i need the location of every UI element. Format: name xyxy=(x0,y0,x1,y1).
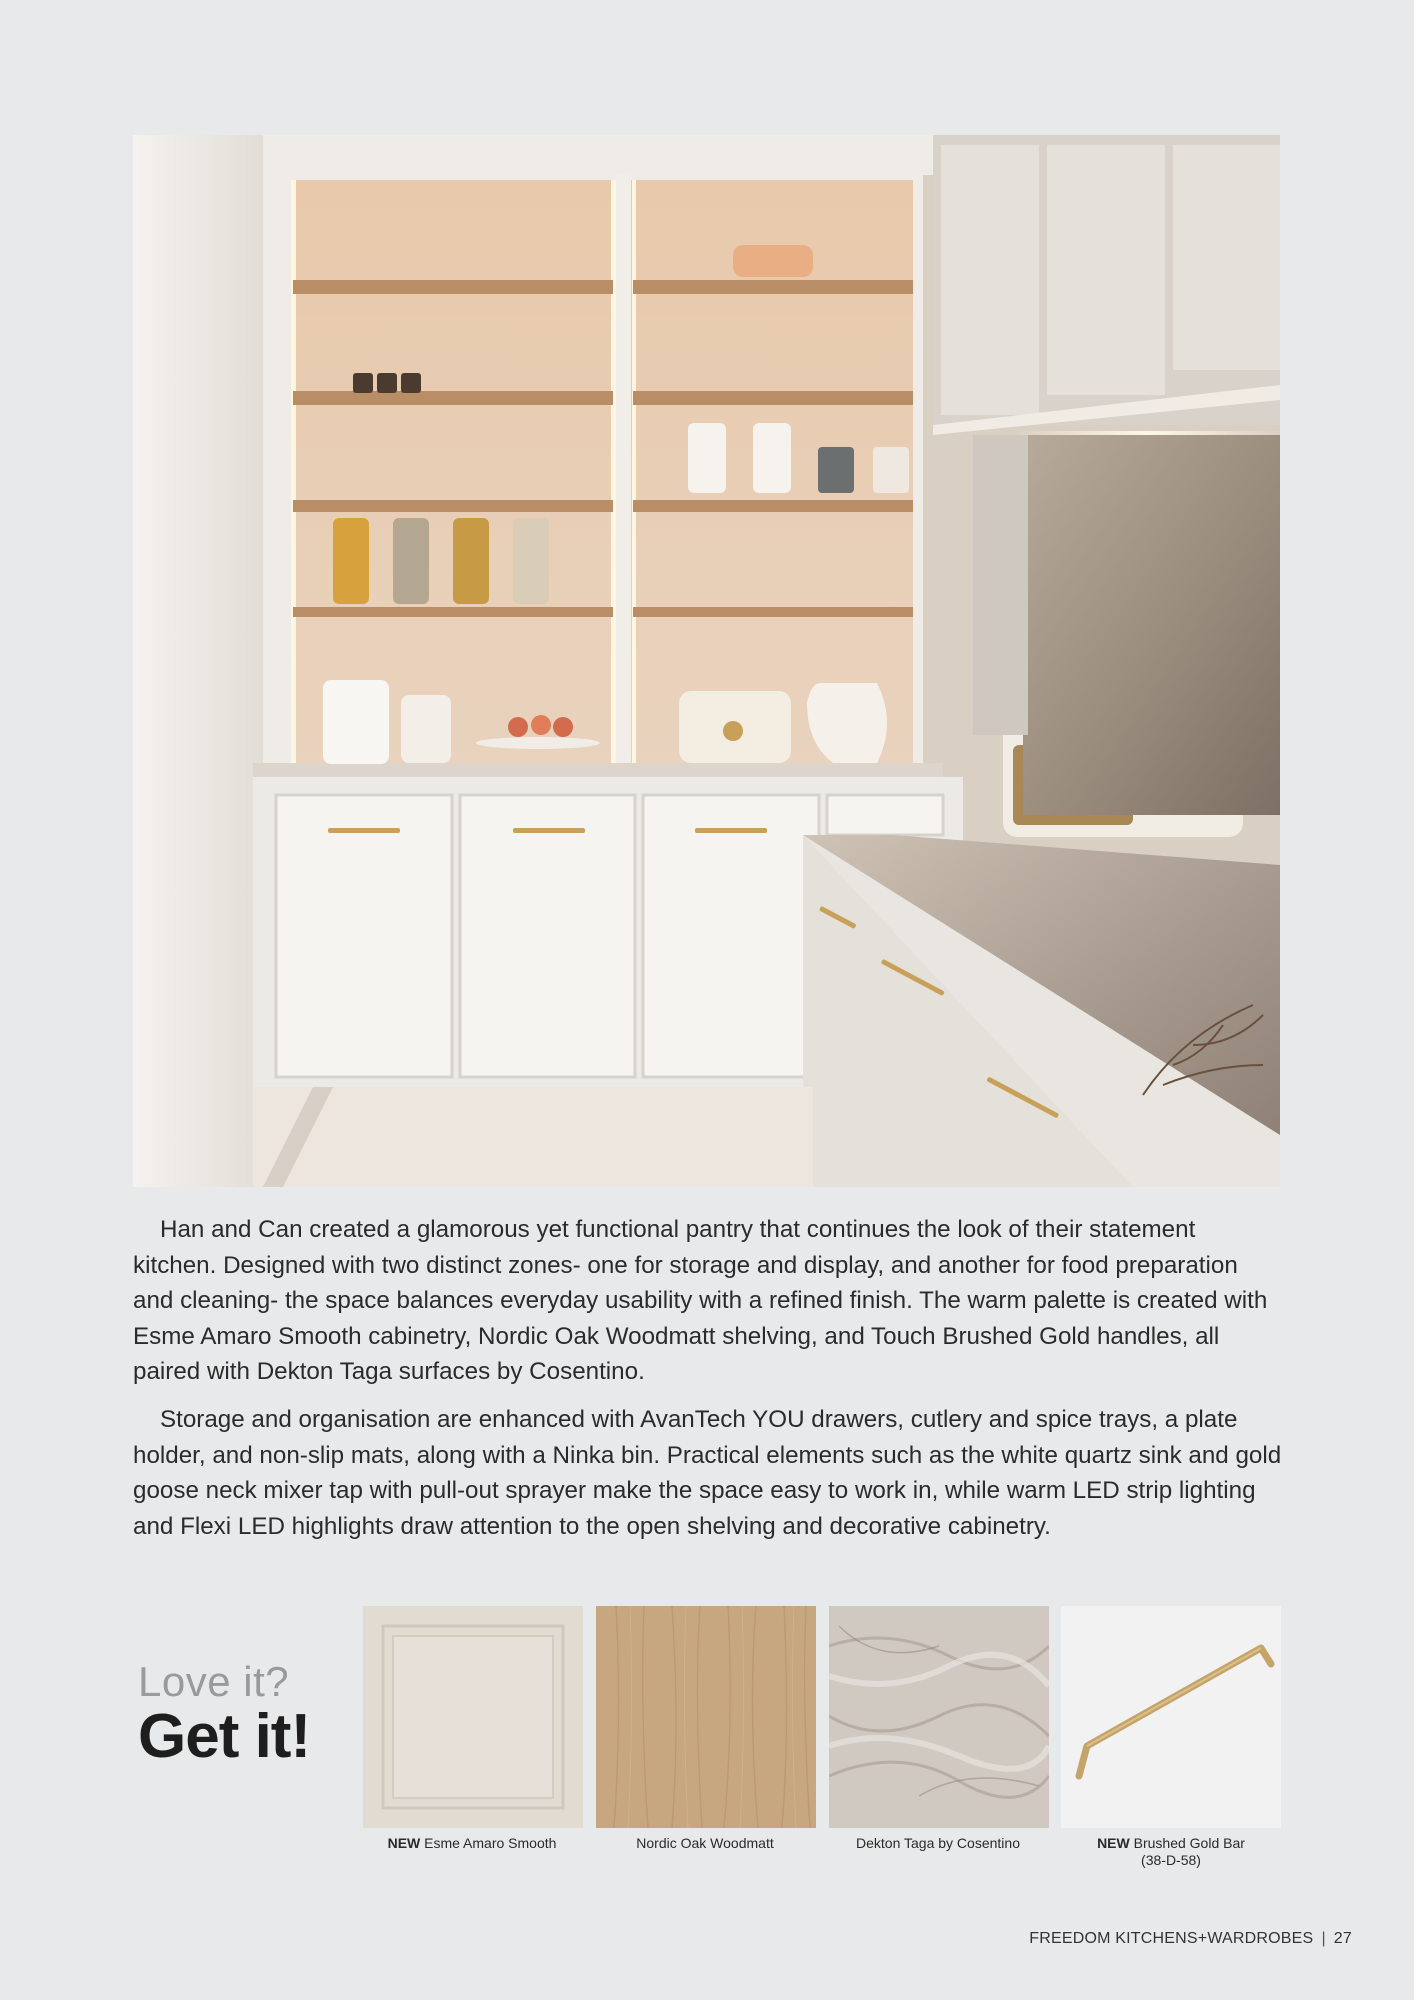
page-number: 27 xyxy=(1333,1930,1352,1947)
brand-name: FREEDOM KITCHENS+WARDROBES xyxy=(1029,1930,1314,1947)
swatch-label: Dekton Taga by Cosentino xyxy=(856,1835,1020,1851)
product-code: (38-D-58) xyxy=(1141,1852,1201,1868)
swatch-esme-amaro-smooth xyxy=(363,1606,583,1828)
cta-get-it: Get it! xyxy=(138,1702,311,1771)
swatch-caption xyxy=(585,1835,825,1852)
swatch-label: Esme Amaro Smooth xyxy=(424,1835,557,1851)
new-badge: NEW xyxy=(387,1835,421,1851)
swatch-caption xyxy=(352,1835,592,1852)
love-it-get-it xyxy=(138,1660,310,1770)
page-footer xyxy=(1029,1930,1352,1948)
swatch-brushed-gold-bar xyxy=(1061,1606,1281,1828)
article-body xyxy=(133,1212,1283,1556)
swatch-dekton-taga xyxy=(829,1606,1049,1828)
pantry-photo xyxy=(133,135,1280,1187)
new-badge: NEW xyxy=(1097,1835,1130,1851)
swatch-caption xyxy=(818,1835,1058,1852)
swatch-nordic-oak-woodmatt xyxy=(596,1606,816,1828)
swatch-label: Nordic Oak Woodmatt xyxy=(636,1835,774,1851)
swatch-label: Brushed Gold Bar xyxy=(1133,1835,1245,1851)
cta-love-it: Love it? xyxy=(138,1658,290,1705)
paragraph: Storage and organisation are enhanced with AvanTech YOU drawers, cutlery and spice trays, a plate holder, and non-slip mats, along with a Ninka bin. Practical elements such as the white quartz sink and gold goose neck mixer tap with pull-out sprayer make the space easy to work in, while warm LED strip lighting and Flexi LED highlights draw attention to the open shelving and decorative cabinetry. xyxy=(133,1405,1282,1540)
divider: | xyxy=(1321,1930,1326,1947)
swatch-caption xyxy=(1051,1835,1291,1869)
paragraph: Han and Can created a glamorous yet functional pantry that continues the look of their statement kitchen. Designed with two distinct zones- one for storage and display, and another for food preparation and cleaning- the space balances everyday usability with a refined finish. The warm palette is created with Esme Amaro Smooth cabinetry, Nordic Oak Woodmatt shelving, and Touch Brushed Gold handles, all paired with Dekton Taga surfaces by Cosentino. xyxy=(133,1216,1268,1386)
